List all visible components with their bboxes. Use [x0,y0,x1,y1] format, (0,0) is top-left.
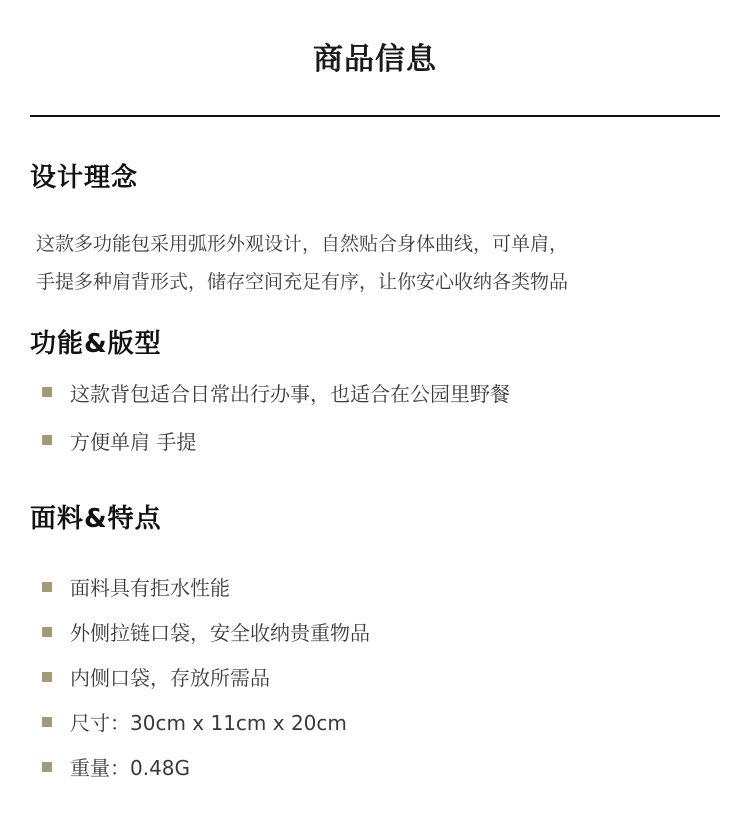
list-item [42,368,510,416]
design-description [36,225,716,301]
list-item [42,654,370,699]
section-heading-function: 功能&版型 [30,329,162,359]
function-list [42,368,510,464]
square-bullet-icon [42,387,52,397]
square-bullet-icon [42,717,52,727]
design-description-line: 手提多种肩背形式，储存空间充足有序，让你安心收纳各类物品 [36,271,569,293]
list-item-text: 内侧口袋，存放所需品 [70,666,270,690]
title-divider [30,115,720,117]
list-item [42,699,370,744]
list-item [42,564,370,609]
section-heading-material: 面料&特点 [30,504,162,534]
design-description-line: 这款多功能包采用弧形外观设计，自然贴合身体曲线，可单肩， [36,233,569,255]
list-item-text: 尺寸：30cm x 11cm x 20cm [70,711,347,735]
square-bullet-icon [42,672,52,682]
list-item [42,416,510,464]
list-item [42,744,370,789]
square-bullet-icon [42,627,52,637]
list-item-text: 方便单肩 手提 [70,429,197,454]
page-title: 商品信息 [313,42,437,77]
square-bullet-icon [42,582,52,592]
material-list [42,564,370,789]
list-item-text: 重量：0.48G [70,756,191,780]
list-item [42,609,370,654]
section-heading-design: 设计理念 [30,163,139,193]
list-item-text: 这款背包适合日常出行办事，也适合在公园里野餐 [70,381,510,406]
square-bullet-icon [42,435,52,445]
square-bullet-icon [42,762,52,772]
list-item-text: 外侧拉链口袋，安全收纳贵重物品 [70,621,370,645]
list-item-text: 面料具有拒水性能 [70,576,230,600]
